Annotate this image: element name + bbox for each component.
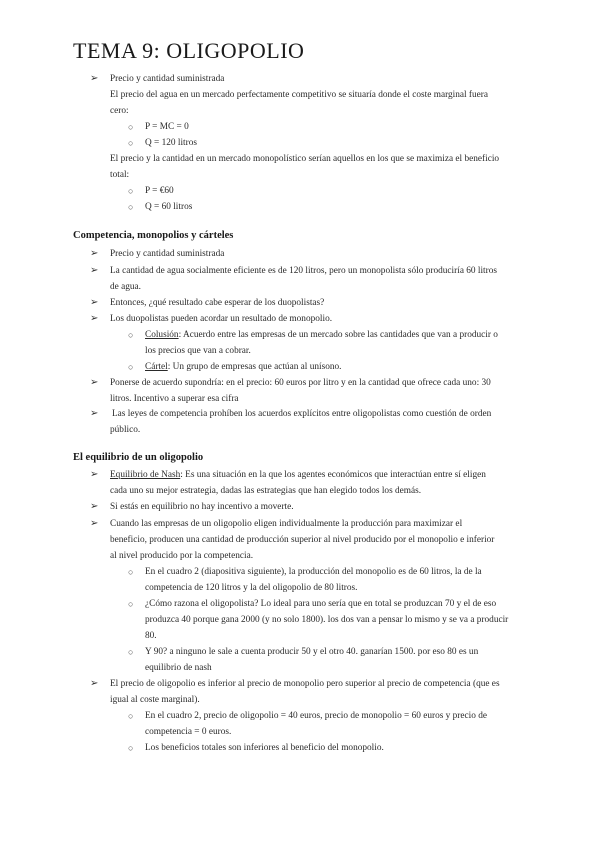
paragraph-line: cero: xyxy=(110,106,129,116)
arrow-bullet-icon: ➢ xyxy=(90,469,99,480)
sub-bullet-text: Q = 120 litros xyxy=(145,138,197,148)
bullet-text: beneficio, producen una cantidad de producción superior al nivel producido por el monopolio e inferior xyxy=(110,535,495,545)
bullet-text: La cantidad de agua socialmente eficiente es de 120 litros, pero un monopolista sólo produciría 60 litros xyxy=(110,266,498,276)
bullet-text: igual al coste marginal). xyxy=(110,695,200,705)
bullet-text: cada uno su mejor estrategia, dadas las estrategias que han elegido todos los demás. xyxy=(110,486,422,496)
bullet-text: Si estás en equilibrio no hay incentivo a moverte. xyxy=(110,502,294,512)
section-heading: El equilibrio de un oligopolio xyxy=(73,452,204,463)
arrow-bullet-icon: ➢ xyxy=(90,248,99,259)
bullet-text: Los duopolistas pueden acordar un resultado de monopolio. xyxy=(110,314,333,324)
sub-bullet-text: competencia de 120 litros y la del oligopolio de 80 litros. xyxy=(145,583,358,593)
sub-bullet-text: En el cuadro 2 (diapositiva siguiente), la producción del monopolio es de 60 litros, la de la xyxy=(145,567,482,577)
arrow-bullet-icon: ➢ xyxy=(90,408,99,419)
sub-bullet-text: competencia = 0 euros. xyxy=(145,727,232,737)
paragraph-line: total: xyxy=(110,170,130,180)
definition-text: : Un grupo de empresas que actúan al unísono. xyxy=(167,362,342,372)
bullet-text: Precio y cantidad suministrada xyxy=(110,249,225,259)
bullet-text: Las leyes de competencia prohíben los acuerdos explícitos entre oligopolistas como cuestión de orden xyxy=(112,409,492,419)
sub-bullet-text: Q = 60 litros xyxy=(145,202,193,212)
sub-bullet-text xyxy=(145,327,498,343)
term-cartel: Cártel xyxy=(145,362,168,372)
sub-bullet-text: los precios que van a cobrar. xyxy=(145,346,251,356)
circle-bullet-icon: ○ xyxy=(128,711,134,721)
sub-bullet-text: P = MC = 0 xyxy=(145,122,189,132)
sub-bullet-text: 80. xyxy=(145,631,157,641)
bullet-text: al nivel producido por la competencia. xyxy=(110,551,254,561)
arrow-bullet-icon: ➢ xyxy=(90,297,99,308)
circle-bullet-icon: ○ xyxy=(128,330,134,340)
bullet-text: Cuando las empresas de un oligopolio eligen individualmente la producción para maximizar el xyxy=(110,519,463,529)
sub-bullet-text: Y 90? a ninguno le sale a cuenta producir 50 y el otro 40. ganarían 1500. por eso 80 es un xyxy=(145,647,479,657)
arrow-bullet-icon: ➢ xyxy=(90,73,99,84)
arrow-bullet-icon: ➢ xyxy=(90,265,99,276)
arrow-bullet-icon: ➢ xyxy=(90,501,99,512)
circle-bullet-icon: ○ xyxy=(128,647,134,657)
circle-bullet-icon: ○ xyxy=(128,138,134,148)
arrow-bullet-icon: ➢ xyxy=(90,313,99,324)
bullet-text: Precio y cantidad suministrada xyxy=(110,74,225,84)
bullet-text: Ponerse de acuerdo supondría: en el precio: 60 euros por litro y en la cantidad que ofrece cada uno: 30 xyxy=(110,378,491,388)
circle-bullet-icon: ○ xyxy=(128,122,134,132)
bullet-text xyxy=(110,467,486,483)
circle-bullet-icon: ○ xyxy=(128,186,134,196)
arrow-bullet-icon: ➢ xyxy=(90,377,99,388)
paragraph-line: El precio y la cantidad en un mercado monopolístico serían aquellos en los que se maximiza el beneficio xyxy=(110,154,500,164)
circle-bullet-icon: ○ xyxy=(128,202,134,212)
sub-bullet-text: P = €60 xyxy=(145,186,174,196)
bullet-text: Entonces, ¿qué resultado cabe esperar de los duopolistas? xyxy=(110,298,325,308)
term-nash-equilibrium: Equilibrio de Nash xyxy=(110,470,181,480)
section-heading: Competencia, monopolios y cárteles xyxy=(73,230,234,241)
definition-text: : Es una situación en la que los agentes económicos que interactúan entre sí eligen xyxy=(180,470,486,480)
sub-bullet-text xyxy=(145,359,341,375)
paragraph-line: El precio del agua en un mercado perfectamente competitivo se situaría donde el coste marginal fuera xyxy=(110,90,488,100)
page-title: TEMA 9: OLIGOPOLIO xyxy=(73,38,305,63)
bullet-text: El precio de oligopolio es inferior al precio de monopolio pero superior al precio de competencia (que es xyxy=(110,679,500,689)
circle-bullet-icon: ○ xyxy=(128,362,134,372)
sub-bullet-text: equilibrio de nash xyxy=(145,663,212,673)
sub-bullet-text: produzca 40 porque gana 2000 (y no solo 1800). los dos van a pensar lo mismo y se va a producir xyxy=(145,615,509,625)
circle-bullet-icon: ○ xyxy=(128,743,134,753)
arrow-bullet-icon: ➢ xyxy=(90,518,99,529)
circle-bullet-icon: ○ xyxy=(128,599,134,609)
term-colusion: Colusión xyxy=(145,330,179,340)
sub-bullet-text: En el cuadro 2, precio de oligopolio = 40 euros, precio de monopolio = 60 euros y precio de xyxy=(145,711,487,721)
arrow-bullet-icon: ➢ xyxy=(90,678,99,689)
circle-bullet-icon: ○ xyxy=(128,567,134,577)
sub-bullet-text: ¿Cómo razona el oligopolista? Lo ideal para uno sería que en total se produzcan 70 y el de eso xyxy=(145,599,497,609)
bullet-text: de agua. xyxy=(110,282,141,292)
bullet-text: litros. Incentivo a superar esa cifra xyxy=(110,394,239,404)
sub-bullet-text: Los beneficios totales son inferiores al beneficio del monopolio. xyxy=(145,743,384,753)
definition-text: : Acuerdo entre las empresas de un mercado sobre las cantidades que van a producir o xyxy=(178,330,498,340)
bullet-text: público. xyxy=(110,425,141,435)
